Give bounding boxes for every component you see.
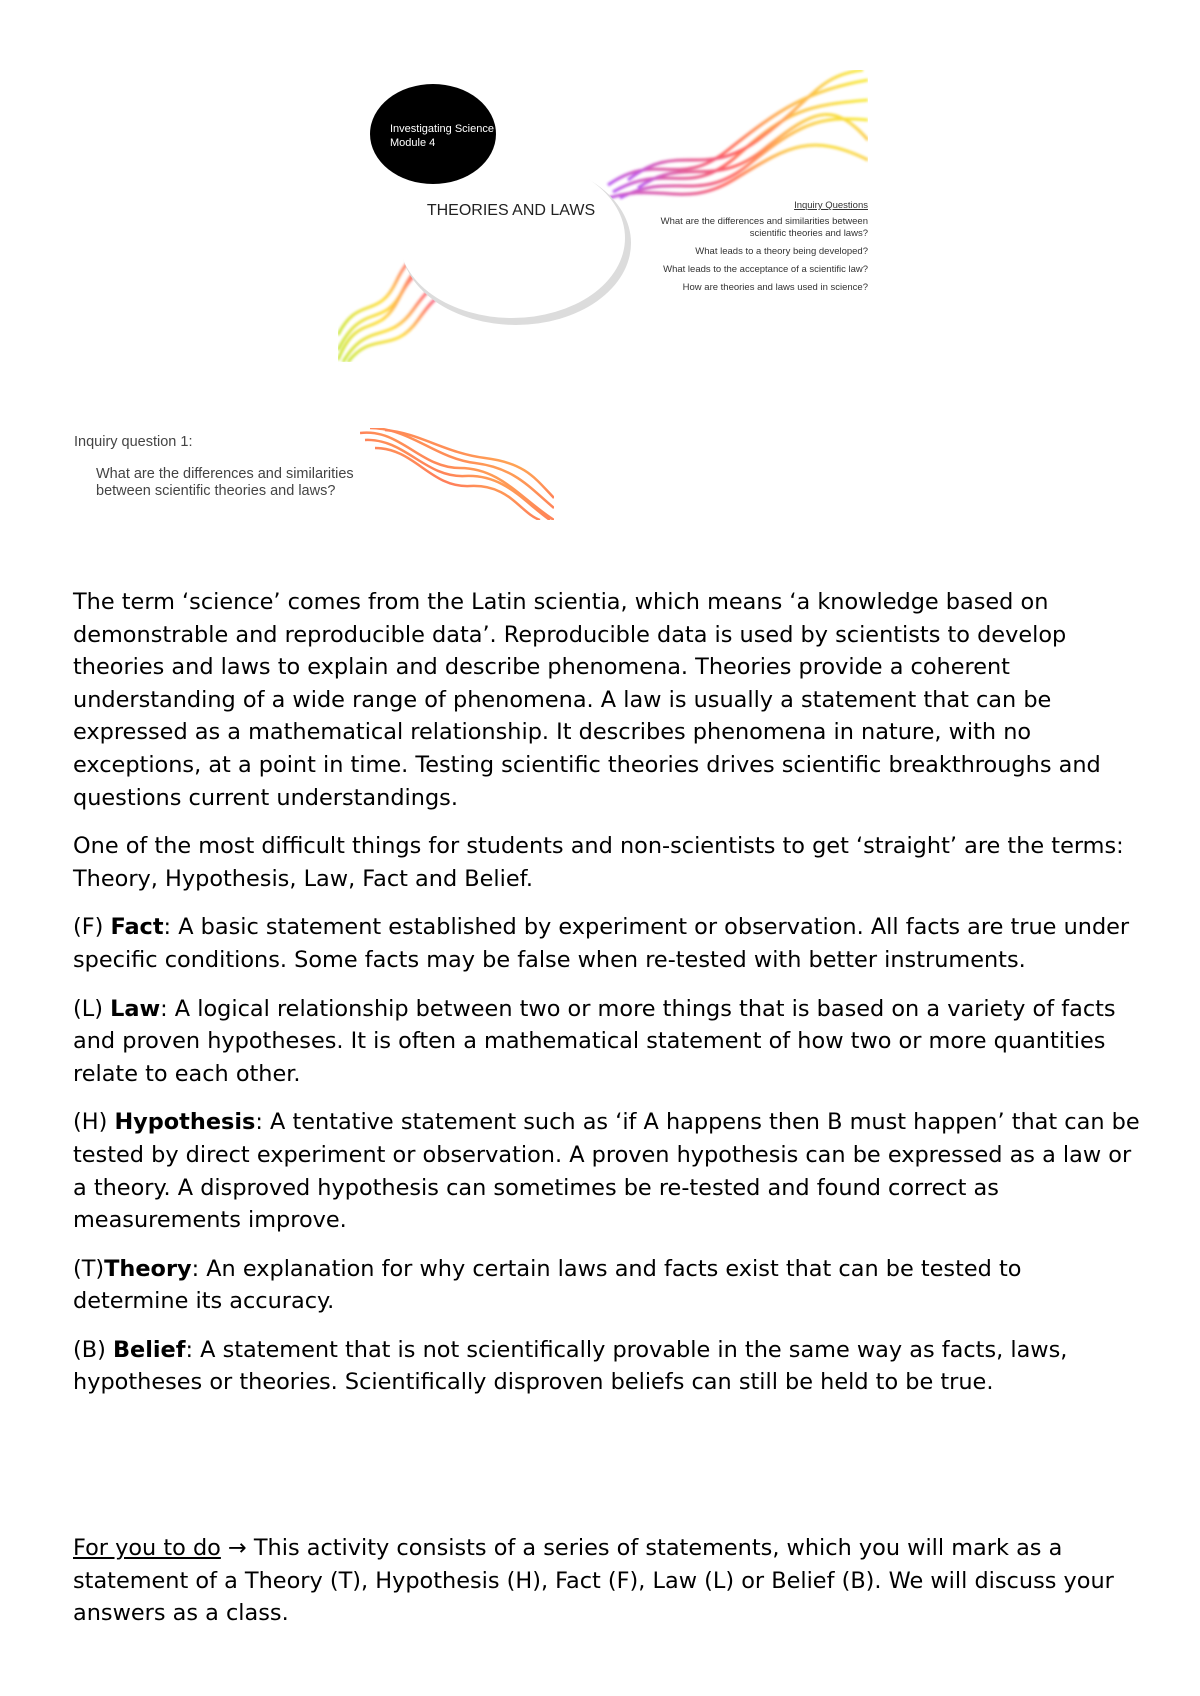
activity-instructions (73, 1532, 1143, 1630)
module-banner (338, 70, 868, 362)
definition-term: Theory (104, 1255, 192, 1282)
definition-term: Hypothesis (114, 1109, 256, 1136)
definition-belief (73, 1334, 1143, 1399)
inquiry-question-1-text: What are the differences and similarities between scientific theories and laws? (96, 466, 354, 499)
definition-prefix: (T) (73, 1255, 105, 1282)
inquiry-question-item: What leads to the acceptance of a scientific law? (663, 264, 868, 275)
definition-term: Law (110, 995, 161, 1022)
definition-fact (73, 911, 1143, 976)
activity-paragraph (73, 1532, 1143, 1630)
intro-paragraph: The term ‘science’ comes from the Latin scientia, which means ‘a knowledge based on demonstrable and reproducible data’. Reproducible data is used by scientists to develop theories and laws to explain and describe phenomena. Theories provide a coherent understanding of a wide range of phenomena. A law is usually a statement that can be expressed as a mathematical relationship. It describes phenomena in nature, with no exceptions, at a point in time. Testing scientific theories drives scientific breakthroughs and questions current understandings. (73, 589, 1101, 811)
definition-text: : A logical relationship between two or more things that is based on a variety of facts and proven hypotheses. It is often a mathematical statement of how two or more quantities relate to each other. (73, 995, 1116, 1087)
definition-law (73, 993, 1143, 1091)
document-body (73, 586, 1143, 1415)
inquiry-questions-panel (628, 200, 868, 300)
terms-paragraph: One of the most difficult things for students and non-scientists to get ‘straight’ are the terms: Theory, Hypothesis, Law, Fact and Belief. (73, 833, 1124, 892)
definition-term: Belief (112, 1336, 186, 1363)
inquiry-question-1-banner (74, 428, 554, 520)
inquiry-question-item: What are the differences and similarities between scientific theories and laws? (660, 216, 868, 239)
inquiry-question-1-label: Inquiry question 1: (74, 434, 193, 450)
banner-title: THEORIES AND LAWS (426, 202, 596, 219)
definition-text: : A statement that is not scientifically provable in the same way as facts, laws, hypotheses or theories. Scientifically disproven beliefs can still be held to be true. (73, 1336, 1068, 1396)
definition-text: : An explanation for why certain laws and facts exist that can be tested to determine its accuracy. (73, 1255, 1022, 1315)
definition-prefix: (L) (73, 995, 111, 1022)
arrow-icon: → (220, 1535, 254, 1561)
definition-prefix: (B) (73, 1336, 113, 1363)
definition-text: : A basic statement established by experiment or observation. All facts are true under specific conditions. Some facts may be false when re-tested with better instruments. (73, 914, 1130, 973)
inquiry-question-item: How are theories and laws used in science? (682, 282, 868, 293)
badge-text: Investigating Science Module 4 (390, 123, 494, 149)
definition-prefix: (H) (73, 1109, 115, 1136)
definition-hypothesis (73, 1106, 1143, 1236)
inquiry-question-item: What leads to a theory being developed? (695, 246, 868, 257)
definition-term: Fact (110, 914, 164, 941)
definition-prefix: (F) (73, 914, 111, 941)
activity-text: This activity consists of a series of statements, which you will mark as a statement of a Theory (T), Hypothesis (H), Fact (F), Law (L) or Belief (B). We will discuss your answers as a class. (73, 1535, 1114, 1627)
definition-text: : A tentative statement such as ‘if A happens then B must happen’ that can be tested by direct experiment or observation. A proven hypothesis can be expressed as a law or a theory. A disproved hypothesis can sometimes be re-tested and found correct as measurements improve. (73, 1109, 1140, 1234)
activity-label: For you to do (73, 1535, 221, 1561)
definition-theory (73, 1253, 1143, 1318)
inquiry-questions-heading: Inquiry Questions (794, 200, 868, 211)
